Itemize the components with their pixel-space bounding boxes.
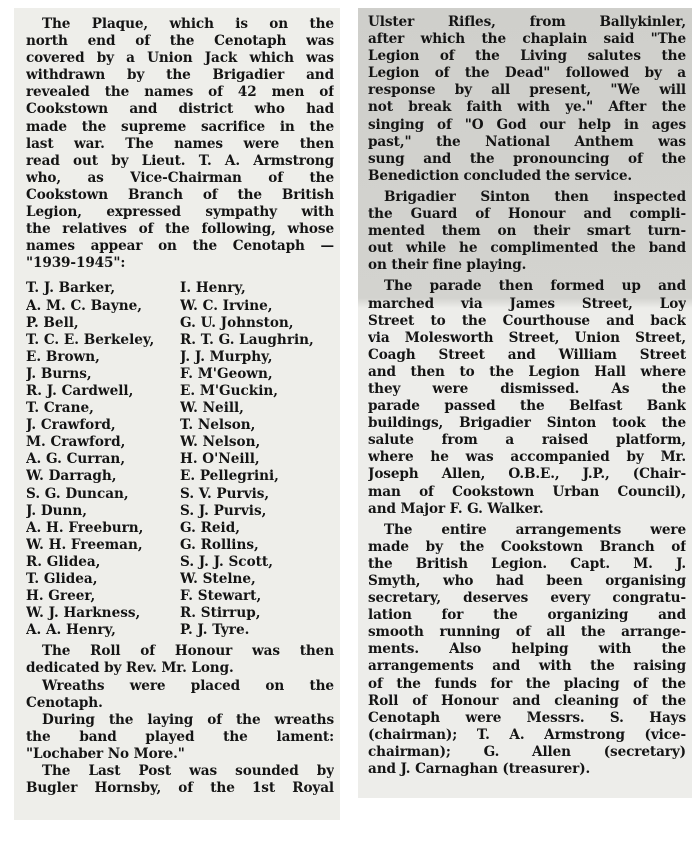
name-entry: P. Bell, bbox=[26, 314, 79, 331]
text-line: During the laying of the wreaths bbox=[42, 711, 334, 728]
text-line: The Plaque, which is on the bbox=[42, 16, 334, 32]
text-line: The Last Post was sounded by bbox=[42, 763, 334, 780]
text-line: Smyth, who had been organising bbox=[368, 573, 686, 589]
text-line: the Guard of Honour and compli- bbox=[368, 206, 686, 223]
text-line: Bugler Hornsby, of the 1st Royal bbox=[26, 780, 334, 797]
name-entry: G. Reid, bbox=[180, 519, 240, 536]
text-line: sung and the pronouncing of the bbox=[368, 150, 686, 167]
text-line: made the supreme sacrifice in the bbox=[26, 118, 334, 135]
paragraph-arrangements bbox=[368, 522, 686, 778]
name-entry: M. Crawford, bbox=[26, 434, 126, 451]
name-entry: G. Rollins, bbox=[180, 536, 259, 553]
text-line: parade passed the Belfast Bank bbox=[368, 398, 686, 415]
name-entry: A. M. C. Bayne, bbox=[26, 297, 143, 314]
text-line: salute from a raised platform, bbox=[368, 432, 686, 449]
name-entry: T. Glidea, bbox=[26, 571, 98, 587]
paragraph-roll-of-honour bbox=[26, 643, 334, 677]
text-line: Legion of the Living salutes the bbox=[368, 48, 686, 65]
name-entry: A. G. Curran, bbox=[26, 451, 126, 468]
text-line: Cookstown and district who had bbox=[26, 101, 334, 118]
text-line: where he was accompanied by Mr. bbox=[368, 449, 686, 466]
text-line: mented them on their smart turn- bbox=[368, 223, 686, 240]
text-line: singing of "O God our help in ages bbox=[368, 116, 686, 133]
name-entry: T. J. Barker, bbox=[26, 280, 116, 297]
text-line: on their fine playing. bbox=[368, 257, 527, 274]
name-entry: I. Henry, bbox=[180, 280, 246, 297]
name-entry: J. Burns, bbox=[26, 365, 92, 382]
name-entry: G. U. Johnston, bbox=[180, 314, 294, 331]
text-line: last war. The names were then bbox=[26, 135, 334, 152]
name-entry: W. Neill, bbox=[180, 400, 244, 417]
name-entry: P. J. Tyre. bbox=[180, 622, 250, 639]
article-column-left bbox=[14, 8, 340, 820]
text-line: Wreaths were placed on the bbox=[42, 677, 334, 694]
name-entry: T. Nelson, bbox=[180, 417, 256, 434]
paragraph-chaplain bbox=[368, 14, 686, 185]
name-entry: W. C. Irvine, bbox=[180, 297, 273, 314]
text-line: "Lochaber No More." bbox=[26, 745, 185, 762]
paragraph-last-post bbox=[26, 763, 334, 797]
text-line: (chairman); T. A. Armstrong (vice- bbox=[368, 726, 686, 743]
name-entry: E. M'Guckin, bbox=[180, 382, 279, 399]
text-line: names appear on the Cenotaph — bbox=[26, 238, 334, 255]
name-entry: A. A. Henry, bbox=[26, 622, 116, 639]
text-line: revealed the names of 42 men of bbox=[26, 84, 334, 101]
name-entry: E. Pellegrini, bbox=[180, 468, 279, 485]
text-line: Legion, expressed sympathy with bbox=[26, 204, 334, 221]
name-entry: S. V. Purvis, bbox=[180, 485, 270, 502]
text-line: Legion of the Dead" followed by a bbox=[368, 65, 686, 82]
name-entry: H. O'Neill, bbox=[180, 451, 260, 468]
names-list bbox=[26, 280, 334, 639]
text-line: Ulster Rifles, from Ballykinler, bbox=[368, 14, 686, 30]
name-entry: S. J. Purvis, bbox=[180, 502, 267, 519]
text-line: made by the Cookstown Branch of bbox=[368, 538, 686, 555]
text-line: Cenotaph. bbox=[26, 694, 103, 711]
name-entry: A. H. Freeburn, bbox=[26, 519, 144, 536]
name-entry: F. M'Geown, bbox=[180, 365, 273, 382]
text-line: they were dismissed. As the bbox=[368, 380, 686, 397]
text-line: read out by Lieut. T. A. Armstrong bbox=[26, 152, 334, 169]
paragraph-plaque bbox=[26, 16, 334, 272]
text-line: not break faith with ye." After the bbox=[368, 99, 686, 116]
paragraph-lament bbox=[26, 712, 334, 763]
name-entry: W. Nelson, bbox=[180, 434, 261, 451]
name-entry: R. J. Cardwell, bbox=[26, 382, 134, 399]
text-line: chairman); G. Allen (secretary) bbox=[368, 743, 686, 760]
paragraph-parade bbox=[368, 278, 686, 517]
name-entry: H. Greer, bbox=[26, 588, 96, 605]
text-line: man of Cookstown Urban Council), bbox=[368, 483, 686, 500]
text-line: Cenotaph were Messrs. S. Hays bbox=[368, 709, 686, 726]
text-line: marched via James Street, Loy bbox=[368, 295, 686, 312]
text-line: the band played the lament: bbox=[26, 728, 334, 745]
name-entry: R. Stirrup, bbox=[180, 605, 261, 622]
text-line: The Roll of Honour was then bbox=[42, 643, 334, 660]
name-entry: W. Darragh, bbox=[26, 468, 117, 485]
text-line: and then to the Legion Hall where bbox=[368, 363, 686, 380]
text-line: lation for the organizing and bbox=[368, 607, 686, 624]
name-entry: T. C. E. Berkeley, bbox=[26, 331, 155, 348]
text-line: and J. Carnaghan (treasurer). bbox=[368, 761, 591, 778]
text-line: Roll of Honour and cleaning of the bbox=[368, 692, 686, 709]
text-line: Coagh Street and William Street bbox=[368, 346, 686, 363]
name-entry: F. Stewart, bbox=[180, 588, 262, 605]
text-line: out while he complimented the band bbox=[368, 240, 686, 257]
text-line: withdrawn by the Brigadier and bbox=[26, 67, 334, 84]
paragraph-inspection bbox=[368, 189, 686, 274]
text-line: Joseph Allen, O.B.E., J.P., (Chair- bbox=[368, 466, 686, 483]
text-line: north end of the Cenotaph was bbox=[26, 33, 334, 50]
text-line: dedicated by Rev. Mr. Long. bbox=[26, 660, 234, 677]
paragraph-wreaths bbox=[26, 678, 334, 712]
text-line: and Major F. G. Walker. bbox=[368, 500, 544, 517]
name-entry: T. Crane, bbox=[26, 400, 94, 417]
name-entry: W. J. Harkness, bbox=[26, 605, 141, 622]
name-entry: J. Dunn, bbox=[26, 502, 88, 519]
text-line: Cookstown Branch of the British bbox=[26, 186, 334, 203]
text-line: the British Legion. Capt. M. J. bbox=[368, 555, 686, 572]
text-line: after which the chaplain said "The bbox=[368, 31, 686, 48]
text-line: Brigadier Sinton then inspected bbox=[384, 188, 686, 205]
name-entry: R. T. G. Laughrin, bbox=[180, 331, 314, 348]
text-line: smooth running of all the arrange- bbox=[368, 624, 686, 641]
name-entry: W. H. Freeman, bbox=[26, 536, 143, 553]
name-entry: W. Stelne, bbox=[180, 571, 256, 587]
name-entry: R. Glidea, bbox=[26, 553, 101, 570]
text-line: "1939-1945": bbox=[26, 255, 126, 272]
text-line: covered by a Union Jack which was bbox=[26, 50, 334, 67]
name-entry: E. Brown, bbox=[26, 348, 100, 365]
article-column-right bbox=[358, 8, 692, 798]
text-line: ments. Also helping with the bbox=[368, 641, 686, 658]
name-entry: J. J. Murphy, bbox=[180, 348, 273, 365]
text-line: past," the National Anthem was bbox=[368, 133, 686, 150]
text-line: via Molesworth Street, Union Street, bbox=[368, 329, 686, 346]
name-entry: S. J. J. Scott, bbox=[180, 553, 273, 570]
text-line: Benediction concluded the service. bbox=[368, 167, 633, 184]
name-entry: S. G. Duncan, bbox=[26, 485, 129, 502]
name-entry: J. Crawford, bbox=[26, 417, 116, 434]
text-line: secretary, deserves every congratu- bbox=[368, 590, 686, 607]
text-line: Street to the Courthouse and back bbox=[368, 312, 686, 329]
text-line: the relatives of the following, whose bbox=[26, 221, 334, 238]
text-line: of the funds for the placing of the bbox=[368, 675, 686, 692]
text-line: response by all present, "We will bbox=[368, 82, 686, 99]
text-line: who, as Vice-Chairman of the bbox=[26, 169, 334, 186]
text-line: The entire arrangements were bbox=[384, 521, 686, 538]
text-line: buildings, Brigadier Sinton took the bbox=[368, 415, 686, 432]
text-line: arrangements and with the raising bbox=[368, 658, 686, 675]
text-line: The parade then formed up and bbox=[384, 278, 686, 295]
